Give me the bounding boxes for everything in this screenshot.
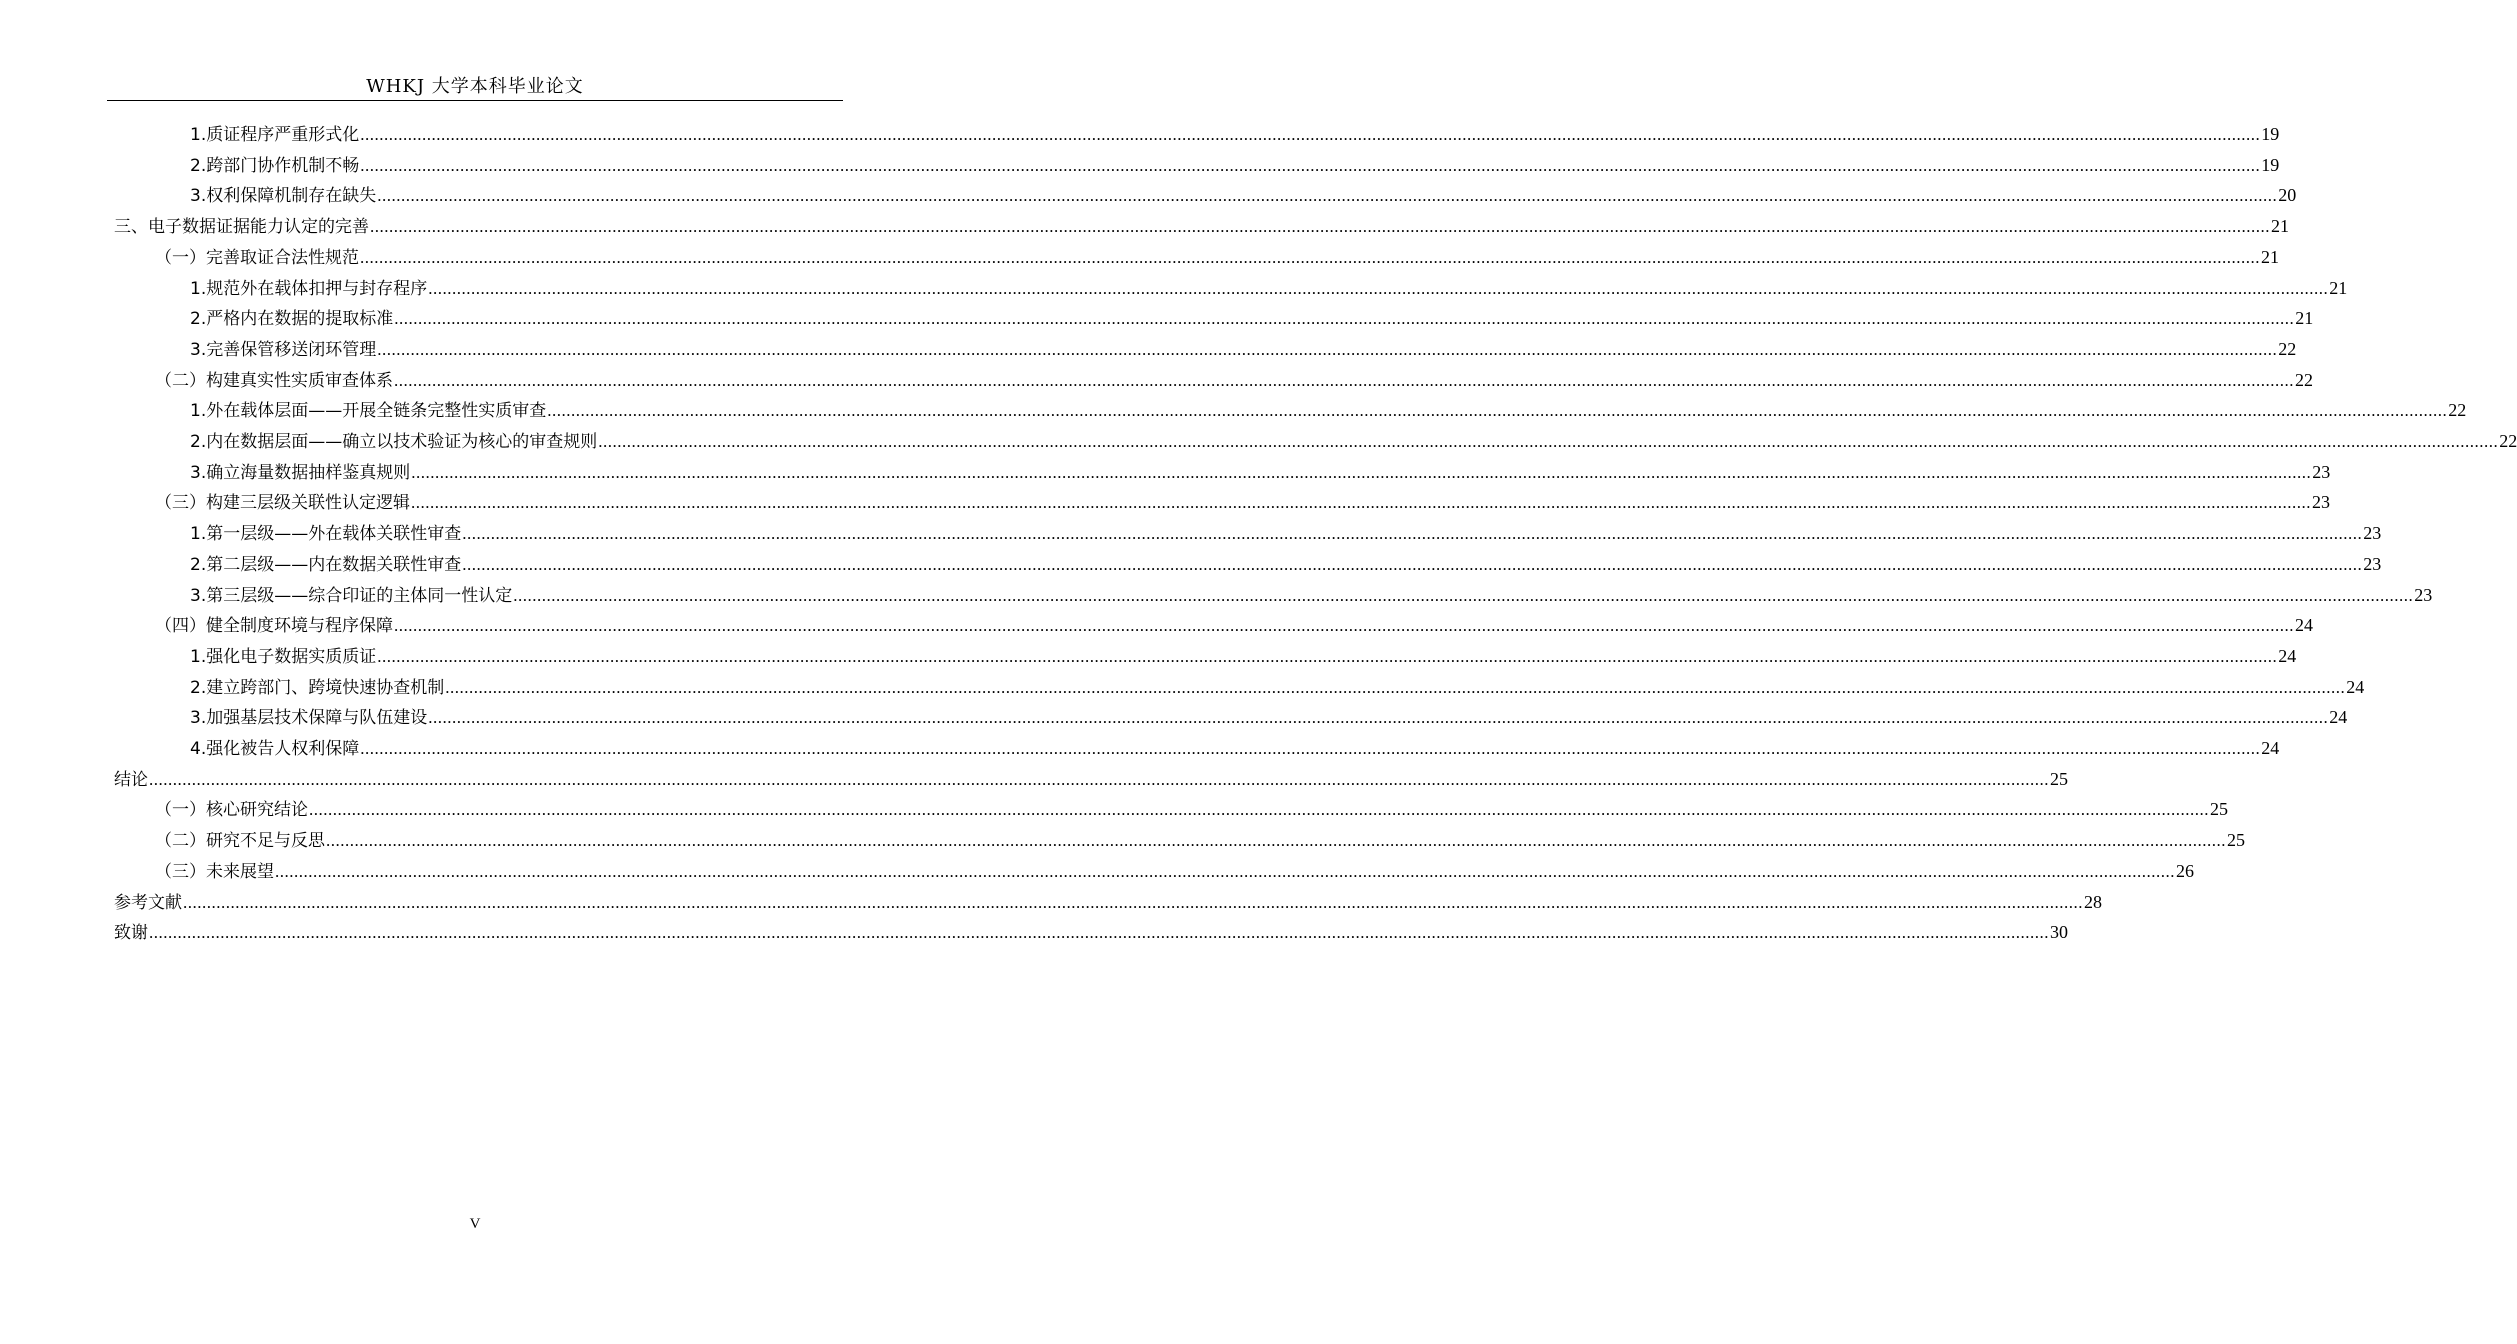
toc-entry-label: 4.强化被告人权利保障: [190, 739, 360, 759]
toc-entry-label: 3.加强基层技术保障与队伍建设: [190, 708, 428, 729]
toc-entry[interactable]: [190, 426, 2517, 456]
toc-entry-label: （三）未来展望: [155, 861, 274, 882]
toc-dot-leader: ................................................................................................................................................................................................................................................................................................................................................................................................................: [183, 892, 2083, 912]
toc-entry-label: （三）构建三层级关联性认定逻辑: [155, 493, 410, 514]
header-divider: [107, 100, 843, 101]
toc-entry[interactable]: [155, 856, 2194, 886]
toc-dot-leader: ................................................................................................................................................................................................................................................................................................................................................................................................................: [309, 800, 2209, 820]
toc-dot-leader: ................................................................................................................................................................................................................................................................................................................................................................................................................: [462, 554, 2363, 574]
toc-entry[interactable]: [155, 365, 2313, 395]
toc-entry-page: 28: [2084, 891, 2102, 912]
toc-entry-label: 结论: [114, 769, 148, 790]
toc-entry-page: 23: [2363, 523, 2382, 544]
toc-entry-label: 3.第三层级——综合印证的主体同一性认定: [190, 585, 513, 606]
toc-entry[interactable]: [190, 549, 2382, 579]
toc-entry-label: 三、电子数据证据能力认定的完善: [114, 217, 369, 238]
toc-entry-page: 24: [2295, 615, 2313, 636]
toc-entry-label: 3.确立海量数据抽样鉴真规则: [190, 462, 411, 483]
toc-entry-label: 3.权利保障机制存在缺失: [190, 186, 377, 207]
toc-entry[interactable]: [190, 641, 2297, 671]
toc-entry-page: 25: [2050, 768, 2068, 789]
toc-dot-leader: ................................................................................................................................................................................................................................................................................................................................................................................................................: [377, 339, 2278, 359]
toc-entry[interactable]: [155, 242, 2279, 272]
toc-entry-label: 1.强化电子数据实质质证: [190, 646, 377, 667]
toc-dot-leader: ................................................................................................................................................................................................................................................................................................................................................................................................................: [394, 309, 2295, 329]
toc-entry-page: 21: [2295, 308, 2314, 329]
toc-entry-label: 参考文献: [114, 892, 182, 913]
toc-entry-label: （一）核心研究结论: [155, 800, 308, 821]
toc-entry[interactable]: [190, 518, 2382, 548]
toc-entry[interactable]: [190, 150, 2280, 180]
toc-entry-page: 23: [2363, 553, 2382, 574]
toc-entry-page: 24: [2346, 676, 2365, 697]
toc-entry-page: 22: [2499, 431, 2517, 451]
toc-entry-label: （四）健全制度环境与程序保障: [155, 616, 393, 637]
toc-entry-label: 2.建立跨部门、跨境快速协查机制: [190, 677, 445, 698]
toc-dot-leader: ................................................................................................................................................................................................................................................................................................................................................................................................................: [377, 646, 2278, 666]
toc-entry[interactable]: [190, 303, 2314, 333]
toc-entry[interactable]: [114, 917, 2068, 947]
toc-dot-leader: ................................................................................................................................................................................................................................................................................................................................................................................................................: [377, 186, 2278, 206]
toc-entry-label: 2.第二层级——内在数据关联性审查: [190, 554, 462, 575]
toc-entry-page: 21: [2271, 216, 2289, 237]
toc-entry-page: 23: [2312, 492, 2330, 513]
toc-entry-page: 24: [2261, 738, 2280, 758]
toc-entry[interactable]: [190, 119, 2280, 149]
toc-entry-page: 20: [2278, 185, 2297, 206]
toc-entry-page: 23: [2312, 461, 2331, 482]
toc-entry[interactable]: [190, 395, 2467, 425]
toc-entry-label: 1.质证程序严重形式化: [190, 125, 360, 145]
toc-entry-page: 24: [2329, 707, 2348, 728]
toc-entry-label: 3.完善保管移送闭环管理: [190, 339, 377, 360]
toc-entry-page: 22: [2448, 400, 2467, 421]
toc-entry[interactable]: [114, 764, 2068, 794]
toc-entry-label: 1.第一层级——外在载体关联性审查: [190, 524, 462, 545]
toc-entry[interactable]: [190, 180, 2297, 210]
toc-dot-leader: ................................................................................................................................................................................................................................................................................................................................................................................................................: [360, 247, 2260, 267]
toc-entry[interactable]: [190, 702, 2348, 732]
toc-entry[interactable]: [190, 457, 2331, 487]
toc-entry-page: 19: [2261, 124, 2280, 144]
toc-dot-leader: ................................................................................................................................................................................................................................................................................................................................................................................................................: [411, 462, 2312, 482]
toc-entry-label: 2.跨部门协作机制不畅: [190, 155, 360, 176]
toc-entry-label: 2.内在数据层面——确立以技术验证为核心的审查规则: [190, 432, 598, 452]
toc-entry[interactable]: [155, 487, 2330, 517]
toc-entry[interactable]: [190, 334, 2297, 364]
toc-dot-leader: ................................................................................................................................................................................................................................................................................................................................................................................................................: [598, 432, 2499, 451]
toc-entry-page: 23: [2414, 584, 2433, 605]
toc-entry[interactable]: [155, 610, 2313, 640]
toc-entry-page: 21: [2261, 246, 2279, 267]
toc-dot-leader: ................................................................................................................................................................................................................................................................................................................................................................................................................: [326, 831, 2226, 851]
toc-entry-page: 25: [2210, 799, 2228, 820]
toc-dot-leader: ................................................................................................................................................................................................................................................................................................................................................................................................................: [428, 278, 2329, 298]
toc-dot-leader: ................................................................................................................................................................................................................................................................................................................................................................................................................: [370, 217, 2270, 237]
toc-entry-page: 21: [2329, 277, 2348, 298]
toc-entry-label: 1.外在载体层面——开展全链条完整性实质审查: [190, 401, 547, 422]
toc-entry-label: 致谢: [114, 923, 148, 944]
toc-dot-leader: ................................................................................................................................................................................................................................................................................................................................................................................................................: [275, 861, 2175, 881]
toc-entry[interactable]: [190, 580, 2433, 610]
toc-dot-leader: ................................................................................................................................................................................................................................................................................................................................................................................................................: [462, 524, 2363, 544]
toc-entry-page: 22: [2278, 338, 2297, 359]
toc-entry[interactable]: [114, 887, 2102, 917]
toc-entry-page: 19: [2261, 154, 2280, 175]
toc-dot-leader: ................................................................................................................................................................................................................................................................................................................................................................................................................: [149, 769, 2049, 789]
toc-dot-leader: ................................................................................................................................................................................................................................................................................................................................................................................................................: [394, 370, 2294, 390]
toc-dot-leader: ................................................................................................................................................................................................................................................................................................................................................................................................................: [394, 616, 2294, 636]
toc-entry-page: 30: [2050, 922, 2068, 943]
toc-dot-leader: ................................................................................................................................................................................................................................................................................................................................................................................................................: [360, 125, 2261, 144]
toc-dot-leader: ................................................................................................................................................................................................................................................................................................................................................................................................................: [360, 155, 2261, 175]
toc-entry-label: （二）研究不足与反思: [155, 831, 325, 852]
page-header-title: WHKJ 大学本科毕业论文: [366, 76, 584, 97]
toc-entry-page: 24: [2278, 645, 2297, 666]
toc-entry[interactable]: [155, 794, 2228, 824]
toc-dot-leader: ................................................................................................................................................................................................................................................................................................................................................................................................................: [149, 923, 2049, 943]
toc-dot-leader: ................................................................................................................................................................................................................................................................................................................................................................................................................: [411, 493, 2311, 513]
toc-entry[interactable]: [190, 733, 2280, 763]
toc-dot-leader: ................................................................................................................................................................................................................................................................................................................................................................................................................: [445, 677, 2346, 697]
toc-entry[interactable]: [190, 273, 2348, 303]
toc-entry-label: 1.规范外在载体扣押与封存程序: [190, 278, 428, 299]
toc-entry-label: 2.严格内在数据的提取标准: [190, 309, 394, 330]
toc-entry-label: （一）完善取证合法性规范: [155, 247, 359, 268]
toc-entry[interactable]: [155, 825, 2245, 855]
toc-entry-label: （二）构建真实性实质审查体系: [155, 370, 393, 391]
toc-entry[interactable]: [190, 672, 2365, 702]
toc-entry[interactable]: [114, 211, 2289, 241]
toc-entry-page: 25: [2227, 830, 2245, 851]
page-number: V: [469, 1216, 481, 1232]
toc-dot-leader: ................................................................................................................................................................................................................................................................................................................................................................................................................: [428, 708, 2329, 728]
toc-dot-leader: ................................................................................................................................................................................................................................................................................................................................................................................................................: [547, 401, 2448, 421]
toc-entry-page: 26: [2176, 860, 2194, 881]
toc-dot-leader: ................................................................................................................................................................................................................................................................................................................................................................................................................: [513, 585, 2414, 605]
toc-dot-leader: ................................................................................................................................................................................................................................................................................................................................................................................................................: [360, 739, 2261, 758]
toc-entry-page: 22: [2295, 369, 2313, 390]
